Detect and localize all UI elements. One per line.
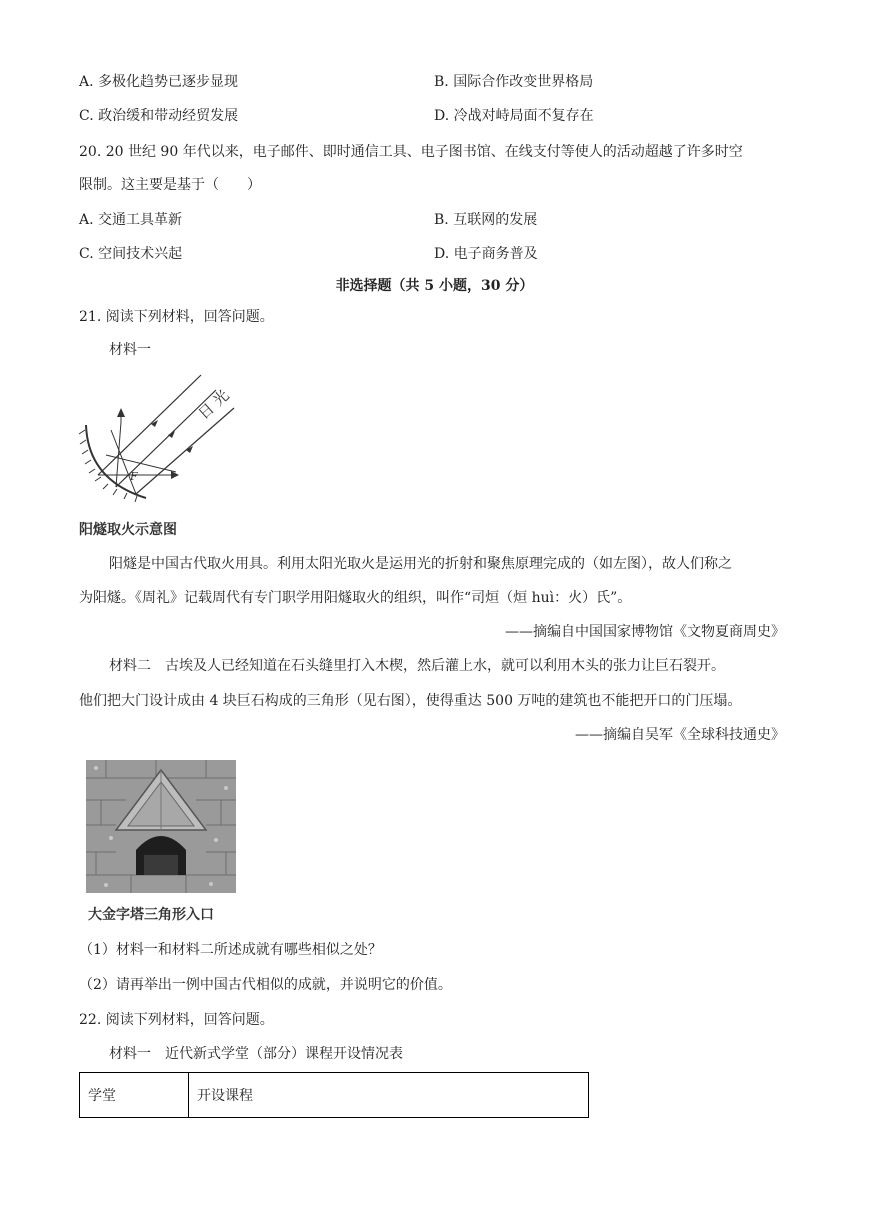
q21-sub1: （1）材料一和材料二所述成就有哪些相似之处？ — [79, 942, 382, 958]
q21-material2-line1: 材料二 古埃及人已经知道在石头缝里打入木楔，然后灌上水，就可以利用木头的张力让巨石裂开。 — [109, 658, 725, 674]
table-header-school: 学堂 — [80, 1073, 189, 1118]
burning-mirror-diagram — [76, 370, 246, 510]
q19-option-a: A. 多极化趋势已逐步显现 — [79, 74, 239, 90]
q20-option-b: B. 互联网的发展 — [434, 212, 538, 228]
diagram-label-f: F — [130, 470, 138, 483]
q21-material1-line2: 为阳燧。《周礼》记载周代有专门职学用阳燧取火的组织，叫作“司烜（烜 huì：火）氏”。 — [79, 590, 632, 606]
q20-option-a: A. 交通工具革新 — [79, 212, 183, 228]
curriculum-table — [79, 1072, 589, 1118]
q19-option-d: D. 冷战对峙局面不复存在 — [434, 108, 594, 124]
pyramid-entrance-photo — [86, 760, 236, 893]
q22-material1-title: 材料一 近代新式学堂（部分）课程开设情况表 — [109, 1046, 403, 1062]
q19-option-b: B. 国际合作改变世界格局 — [434, 74, 594, 90]
diagram-label-sun: 日 光 — [194, 386, 233, 423]
q21-sub2: （2）请再举出一例中国古代相似的成就，并说明它的价值。 — [79, 977, 452, 993]
section-title: 非选择题（共 5 小题，30 分） — [335, 278, 534, 294]
q21-material2-line2: 他们把大门设计成由 4 块巨石构成的三角形（见右图），使得重达 500 万吨的建筑也不能把开口的门压塌。 — [79, 693, 742, 709]
photo-caption: 大金字塔三角形入口 — [88, 907, 214, 923]
diagram-caption: 阳燧取火示意图 — [79, 522, 177, 538]
q20-stem-line1: 20. 20 世纪 90 年代以来，电子邮件、即时通信工具、电子图书馆、在线支付等使人的活动超越了许多时空 — [79, 144, 743, 160]
q20-stem-line2: 限制。这主要是基于（ ） — [79, 177, 261, 193]
q22-stem: 22. 阅读下列材料，回答问题。 — [79, 1012, 274, 1028]
table-row — [80, 1073, 589, 1118]
q21-stem: 21. 阅读下列材料，回答问题。 — [79, 309, 274, 325]
table-header-courses: 开设课程 — [189, 1073, 589, 1118]
q20-option-c: C. 空间技术兴起 — [79, 246, 183, 262]
q21-material1-source: ——摘编自中国国家博物馆《文物夏商周史》 — [505, 624, 785, 640]
q21-material1-line1: 阳燧是中国古代取火用具。利用太阳光取火是运用光的折射和聚焦原理完成的（如左图），故人们称之 — [109, 556, 732, 572]
q21-material1-label: 材料一 — [109, 342, 151, 358]
q21-material2-source: ——摘编自吴军《全球科技通史》 — [575, 727, 785, 743]
q20-option-d: D. 电子商务普及 — [434, 246, 538, 262]
q19-option-c: C. 政治缓和带动经贸发展 — [79, 108, 239, 124]
